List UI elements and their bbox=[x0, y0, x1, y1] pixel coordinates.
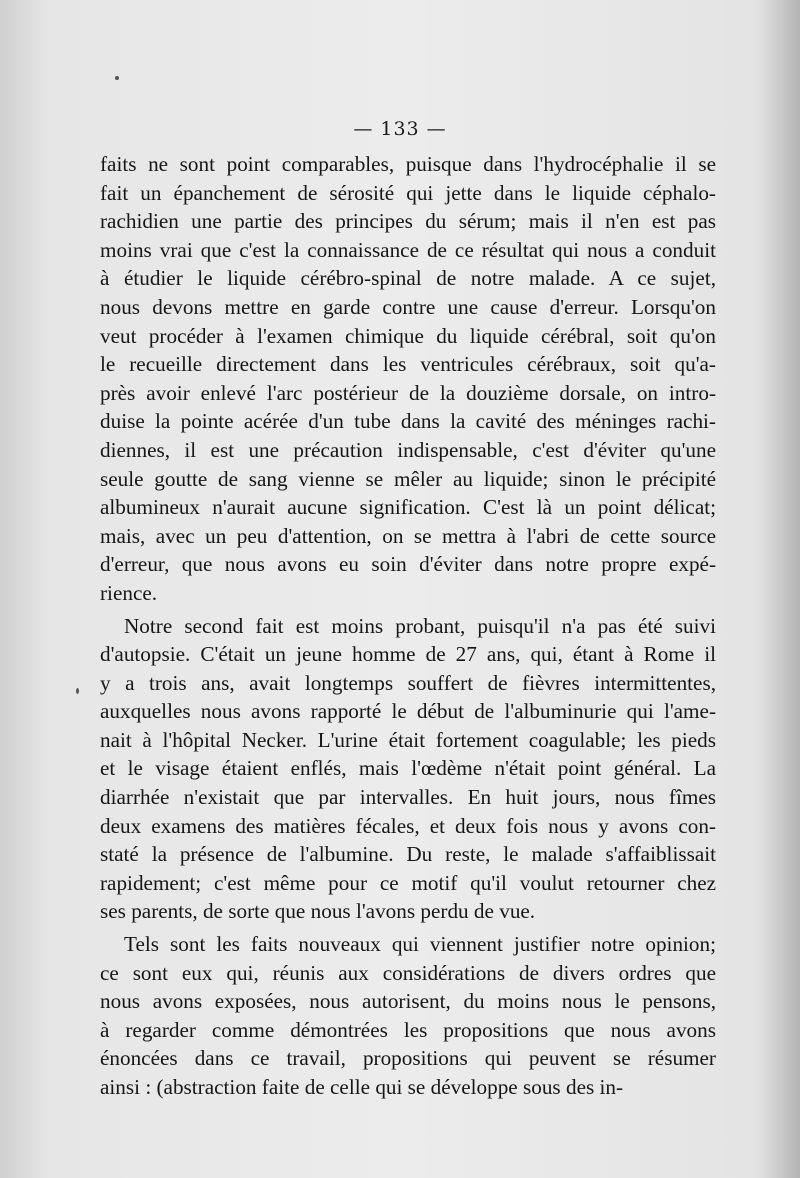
paragraph bbox=[100, 930, 716, 1102]
text-line: ce sont eux qui, réunis aux considérations de divers ordres que bbox=[100, 960, 716, 985]
text-line: diarrhée n'existait que par intervalles. En huit jours, nous fîmes bbox=[100, 785, 716, 810]
text-line: duise la pointe acérée d'un tube dans la cavité des méninges rachi- bbox=[100, 409, 716, 434]
text-line: rapidement; c'est même pour ce motif qu'il voulut retourner chez bbox=[100, 870, 716, 895]
text-line: énoncées dans ce travail, propositions qui peuvent se résumer bbox=[100, 1046, 716, 1071]
text-line: y a trois ans, avait longtemps souffert de fièvres intermittentes, bbox=[100, 670, 716, 695]
ink-speck bbox=[76, 688, 79, 694]
text-line: fait un épanchement de sérosité qui jette dans le liquide céphalo- bbox=[100, 180, 716, 205]
text-line: à regarder comme démontrées les propositions que nous avons bbox=[100, 1017, 716, 1042]
text-line: à étudier le liquide cérébro-spinal de notre malade. A ce sujet, bbox=[100, 266, 716, 291]
text-line: auxquelles nous avons rapporté le début de l'albuminurie qui l'ame- bbox=[100, 699, 716, 724]
text-line: moins vrai que c'est la connaissance de ce résultat qui nous a conduit bbox=[100, 237, 716, 262]
text-line: veut procéder à l'examen chimique du liquide cérébral, soit qu'on bbox=[100, 323, 716, 348]
text-line: d'erreur, que nous avons eu soin d'éviter dans notre propre expé- bbox=[100, 552, 716, 577]
text-line: faits ne sont point comparables, puisque dans l'hydrocéphalie il se bbox=[100, 152, 716, 176]
text-line: albumineux n'aurait aucune signification. C'est là un point délicat; bbox=[100, 495, 716, 520]
ink-speck bbox=[115, 76, 119, 80]
text-line: et le visage étaient enflés, mais l'œdème n'était point général. La bbox=[100, 756, 716, 781]
text-line: diennes, il est une précaution indispensable, c'est d'éviter qu'une bbox=[100, 437, 716, 462]
text-line: nait à l'hôpital Necker. L'urine était fortement coagulable; les pieds bbox=[100, 727, 716, 752]
text-line: rachidien une partie des principes du sérum; mais il n'en est pas bbox=[100, 209, 716, 234]
text-line: le recueille directement dans les ventricules cérébraux, soit qu'a- bbox=[100, 352, 716, 377]
text-line: seule goutte de sang vienne se mêler au liquide; sinon le précipité bbox=[100, 466, 716, 491]
text-line: rience. bbox=[100, 580, 158, 605]
text-line: ses parents, de sorte que nous l'avons perdu de vue. bbox=[100, 899, 536, 924]
text-line: Tels sont les faits nouveaux qui viennent justifier notre opinion; bbox=[124, 932, 716, 957]
page-number: — 133 — bbox=[353, 118, 447, 140]
text-line: près avoir enlevé l'arc postérieur de la douzième dorsale, on intro- bbox=[100, 380, 716, 405]
paragraph bbox=[100, 150, 716, 608]
body-text bbox=[100, 150, 716, 1102]
text-line: nous devons mettre en garde contre une cause d'erreur. Lorsqu'on bbox=[100, 294, 716, 319]
text-line: mais, avec un peu d'attention, on se mettra à l'abri de cette source bbox=[100, 523, 716, 548]
text-line: staté la présence de l'albumine. Du reste, le malade s'affaiblissait bbox=[100, 842, 716, 867]
text-line: nous avons exposées, nous autorisent, du moins nous le pensons, bbox=[100, 989, 716, 1014]
text-line: Notre second fait est moins probant, puisqu'il n'a pas été suivi bbox=[124, 613, 716, 638]
text-line: deux examens des matières fécales, et deux fois nous y avons con- bbox=[100, 813, 716, 838]
text-line: d'autopsie. C'était un jeune homme de 27 ans, qui, étant à Rome il bbox=[100, 642, 716, 667]
paragraph bbox=[100, 612, 716, 927]
text-line: ainsi : (abstraction faite de celle qui se développe sous des in- bbox=[100, 1075, 624, 1099]
